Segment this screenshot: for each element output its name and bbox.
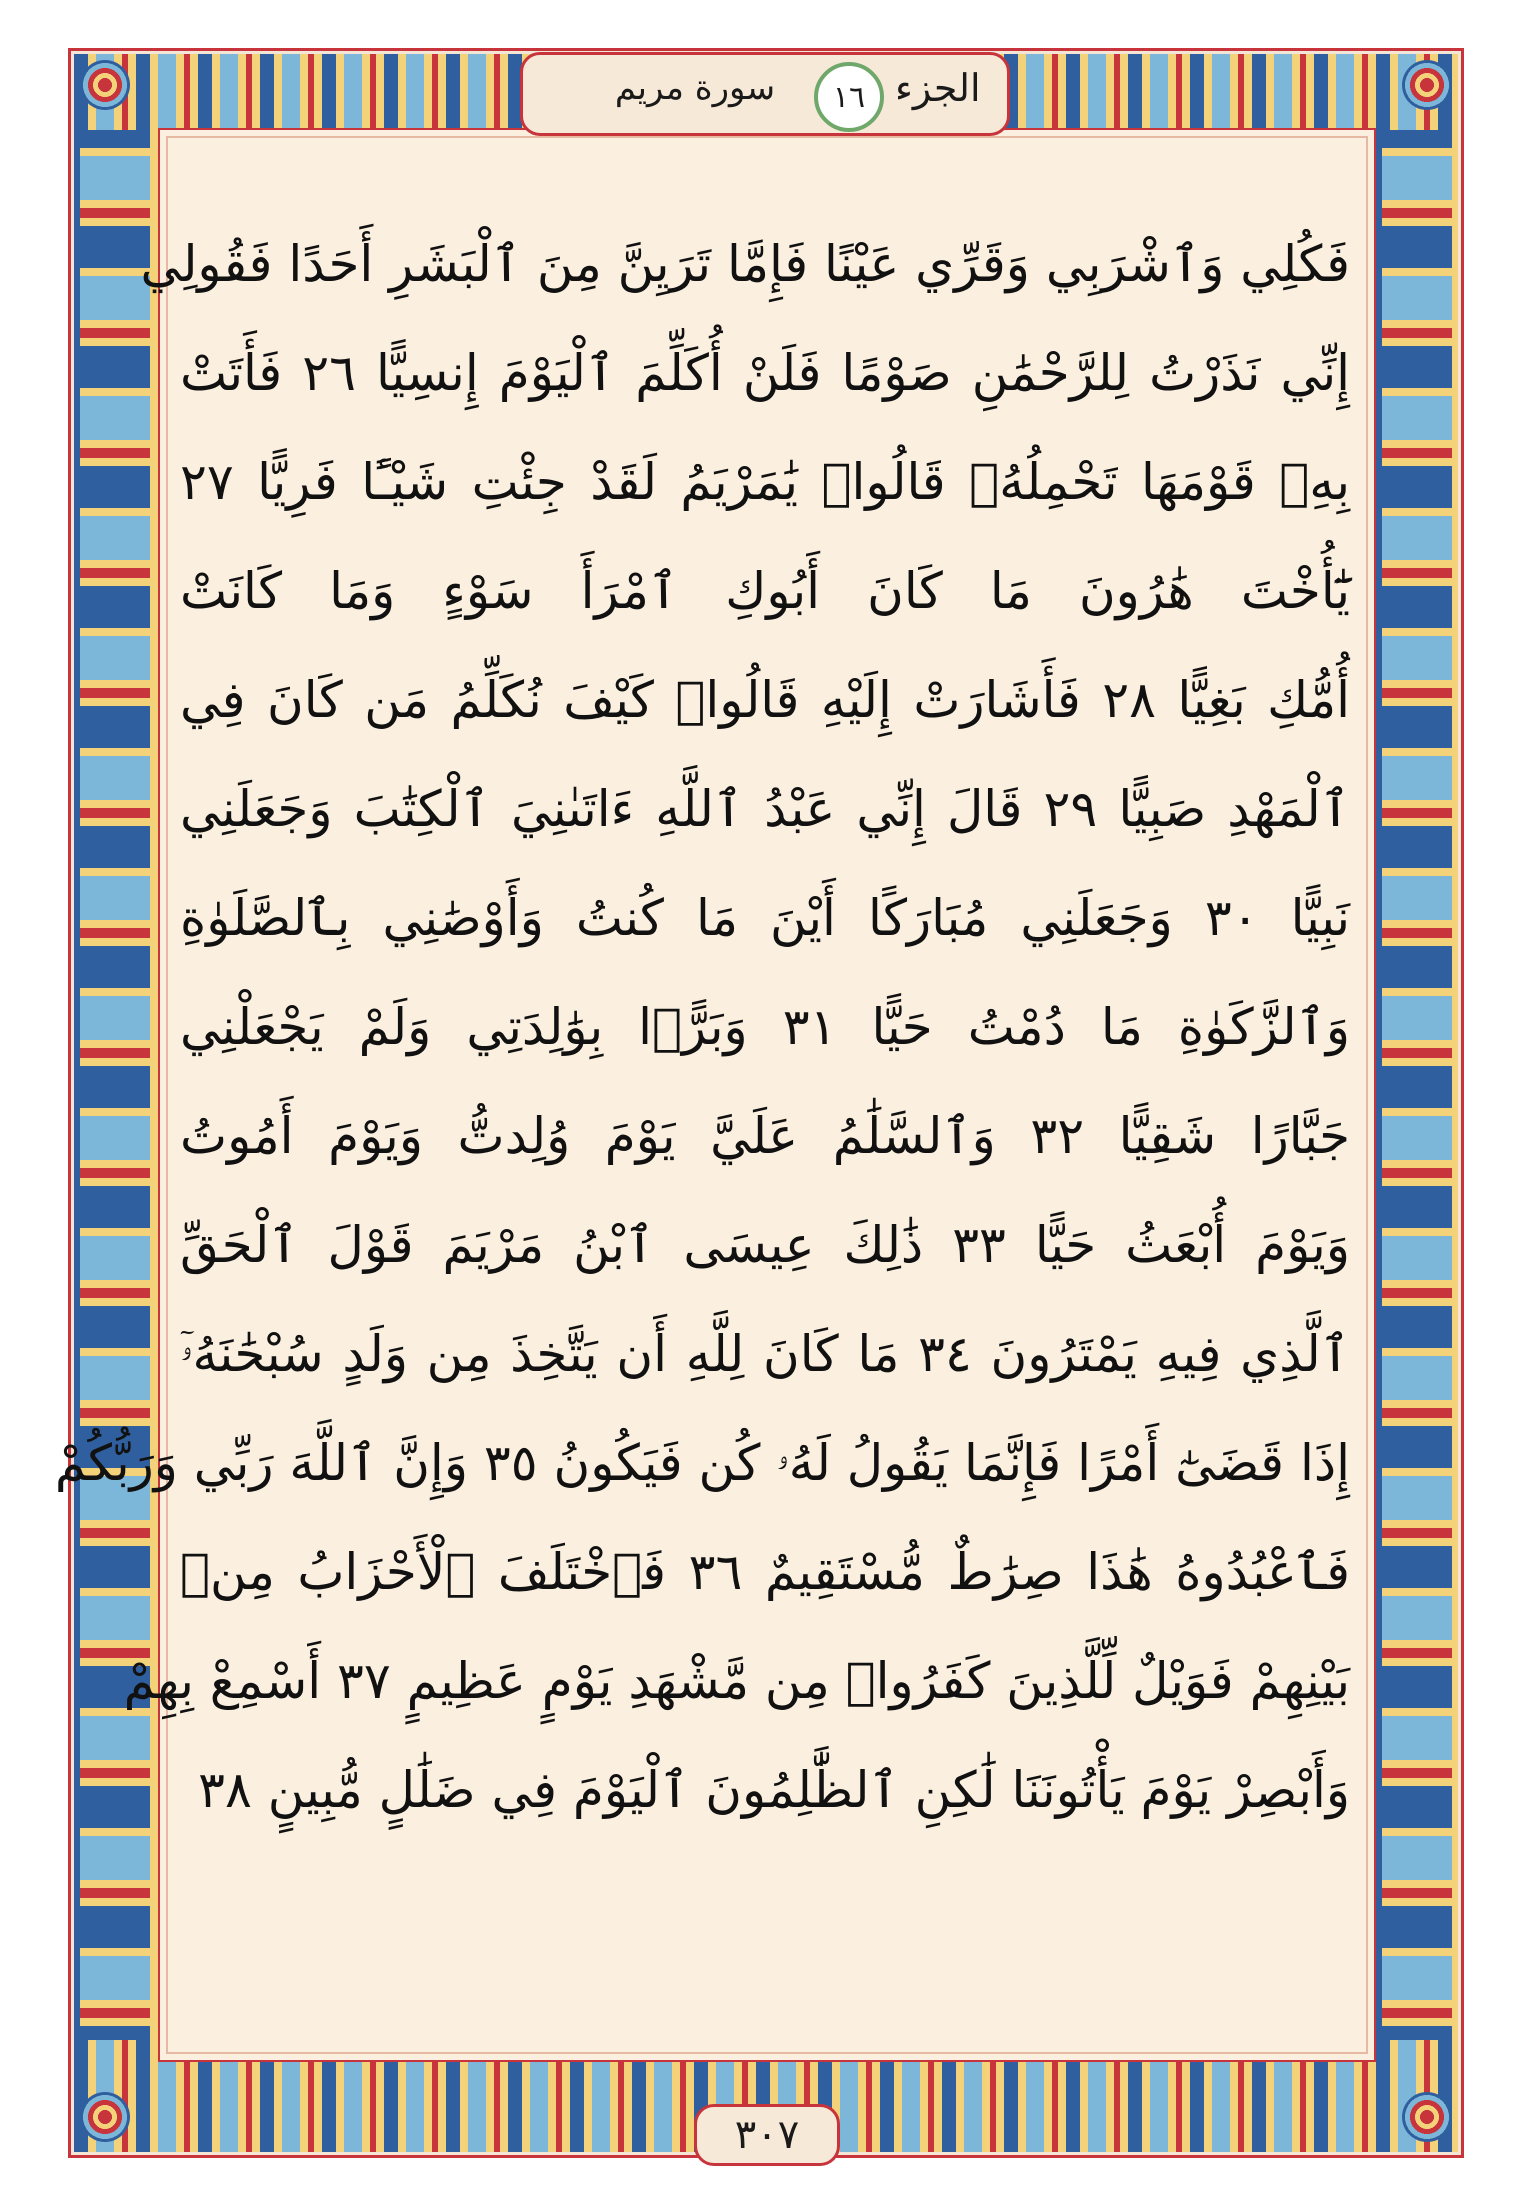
text-line: إِنِّي نَذَرْتُ لِلرَّحْمَٰنِ صَوْمًا فَلَنْ أُكَلِّمَ ٱلْيَوْمَ إِنسِيًّا ٢٦ فَأَتَتْ: [180, 344, 1350, 402]
corner-flower-icon: [1402, 2092, 1452, 2142]
text-line: نَبِيًّا ٣٠ وَجَعَلَنِي مُبَارَكًا أَيْنَ مَا كُنتُ وَأَوْصَٰنِي بِٱلصَّلَوٰةِ: [180, 889, 1350, 947]
text-line: إِذَا قَضَىٰٓ أَمْرًا فَإِنَّمَا يَقُولُ لَهُۥ كُن فَيَكُونُ ٣٥ وَإِنَّ ٱللَّهَ رَبِّي وَرَبُّكُمْ: [54, 1434, 1350, 1492]
corner-flower-icon: [1402, 60, 1452, 110]
corner-flower-icon: [80, 60, 130, 110]
text-line: وَٱلزَّكَوٰةِ مَا دُمْتُ حَيًّا ٣١ وَبَرًّۢا بِوَٰلِدَتِي وَلَمْ يَجْعَلْنِي: [180, 998, 1350, 1056]
corner-flower-icon: [80, 2092, 130, 2142]
text-line: وَيَوْمَ أُبْعَثُ حَيًّا ٣٣ ذَٰلِكَ عِيسَى ٱبْنُ مَرْيَمَ قَوْلَ ٱلْحَقِّ: [180, 1216, 1350, 1274]
page-number: ٣٠٧: [694, 2104, 840, 2166]
quran-text: [54, 210, 1350, 1845]
text-line: يَٰٓأُخْتَ هَٰرُونَ مَا كَانَ أَبُوكِ ٱمْرَأَ سَوْءٍ وَمَا كَانَتْ: [180, 562, 1350, 620]
text-line: ٱلَّذِي فِيهِ يَمْتَرُونَ ٣٤ مَا كَانَ لِلَّهِ أَن يَتَّخِذَ مِن وَلَدٍ سُبْحَٰنَهُۥٓ: [180, 1325, 1350, 1383]
text-line: ٱلْمَهْدِ صَبِيًّا ٢٩ قَالَ إِنِّي عَبْدُ ٱللَّهِ ءَاتَىٰنِيَ ٱلْكِتَٰبَ وَجَعَلَنِي: [180, 780, 1350, 838]
text-line: فَٱعْبُدُوهُ هَٰذَا صِرَٰطٌ مُّسْتَقِيمٌ ٣٦ فَٱخْتَلَفَ ٱلْأَحْزَابُ مِنۢ: [180, 1543, 1350, 1601]
ornamental-border-left: [80, 130, 150, 2040]
text-line: أُمُّكِ بَغِيًّا ٢٨ فَأَشَارَتْ إِلَيْهِ قَالُوا۟ كَيْفَ نُكَلِّمُ مَن كَانَ فِي: [180, 671, 1350, 729]
text-line: وَأَبْصِرْ يَوْمَ يَأْتُونَنَا لَٰكِنِ ٱلظَّٰلِمُونَ ٱلْيَوْمَ فِي ضَلَٰلٍ مُّبِينٍ ٣٨: [198, 1761, 1350, 1819]
text-line: بِهِۦ قَوْمَهَا تَحْمِلُهُۥ قَالُوا۟ يَٰمَرْيَمُ لَقَدْ جِئْتِ شَيْـًٔا فَرِيًّا ٢٧: [180, 453, 1350, 511]
surah-name: سورة مريم: [614, 68, 776, 108]
ornamental-border-right: [1382, 130, 1452, 2040]
juz-number-badge: ١٦: [814, 62, 884, 132]
text-line: بَيْنِهِمْ فَوَيْلٌ لِّلَّذِينَ كَفَرُوا۟ مِن مَّشْهَدِ يَوْمٍ عَظِيمٍ ٣٧ أَسْمِعْ بِهِمْ: [123, 1652, 1350, 1710]
text-line: جَبَّارًا شَقِيًّا ٣٢ وَٱلسَّلَٰمُ عَلَيَّ يَوْمَ وُلِدتُّ وَيَوْمَ أَمُوتُ: [180, 1107, 1350, 1165]
text-line: فَكُلِي وَٱشْرَبِي وَقَرِّي عَيْنًا فَإِمَّا تَرَيِنَّ مِنَ ٱلْبَشَرِ أَحَدًا فَقُولِي: [140, 235, 1350, 293]
juz-label: الجزء: [895, 66, 981, 110]
